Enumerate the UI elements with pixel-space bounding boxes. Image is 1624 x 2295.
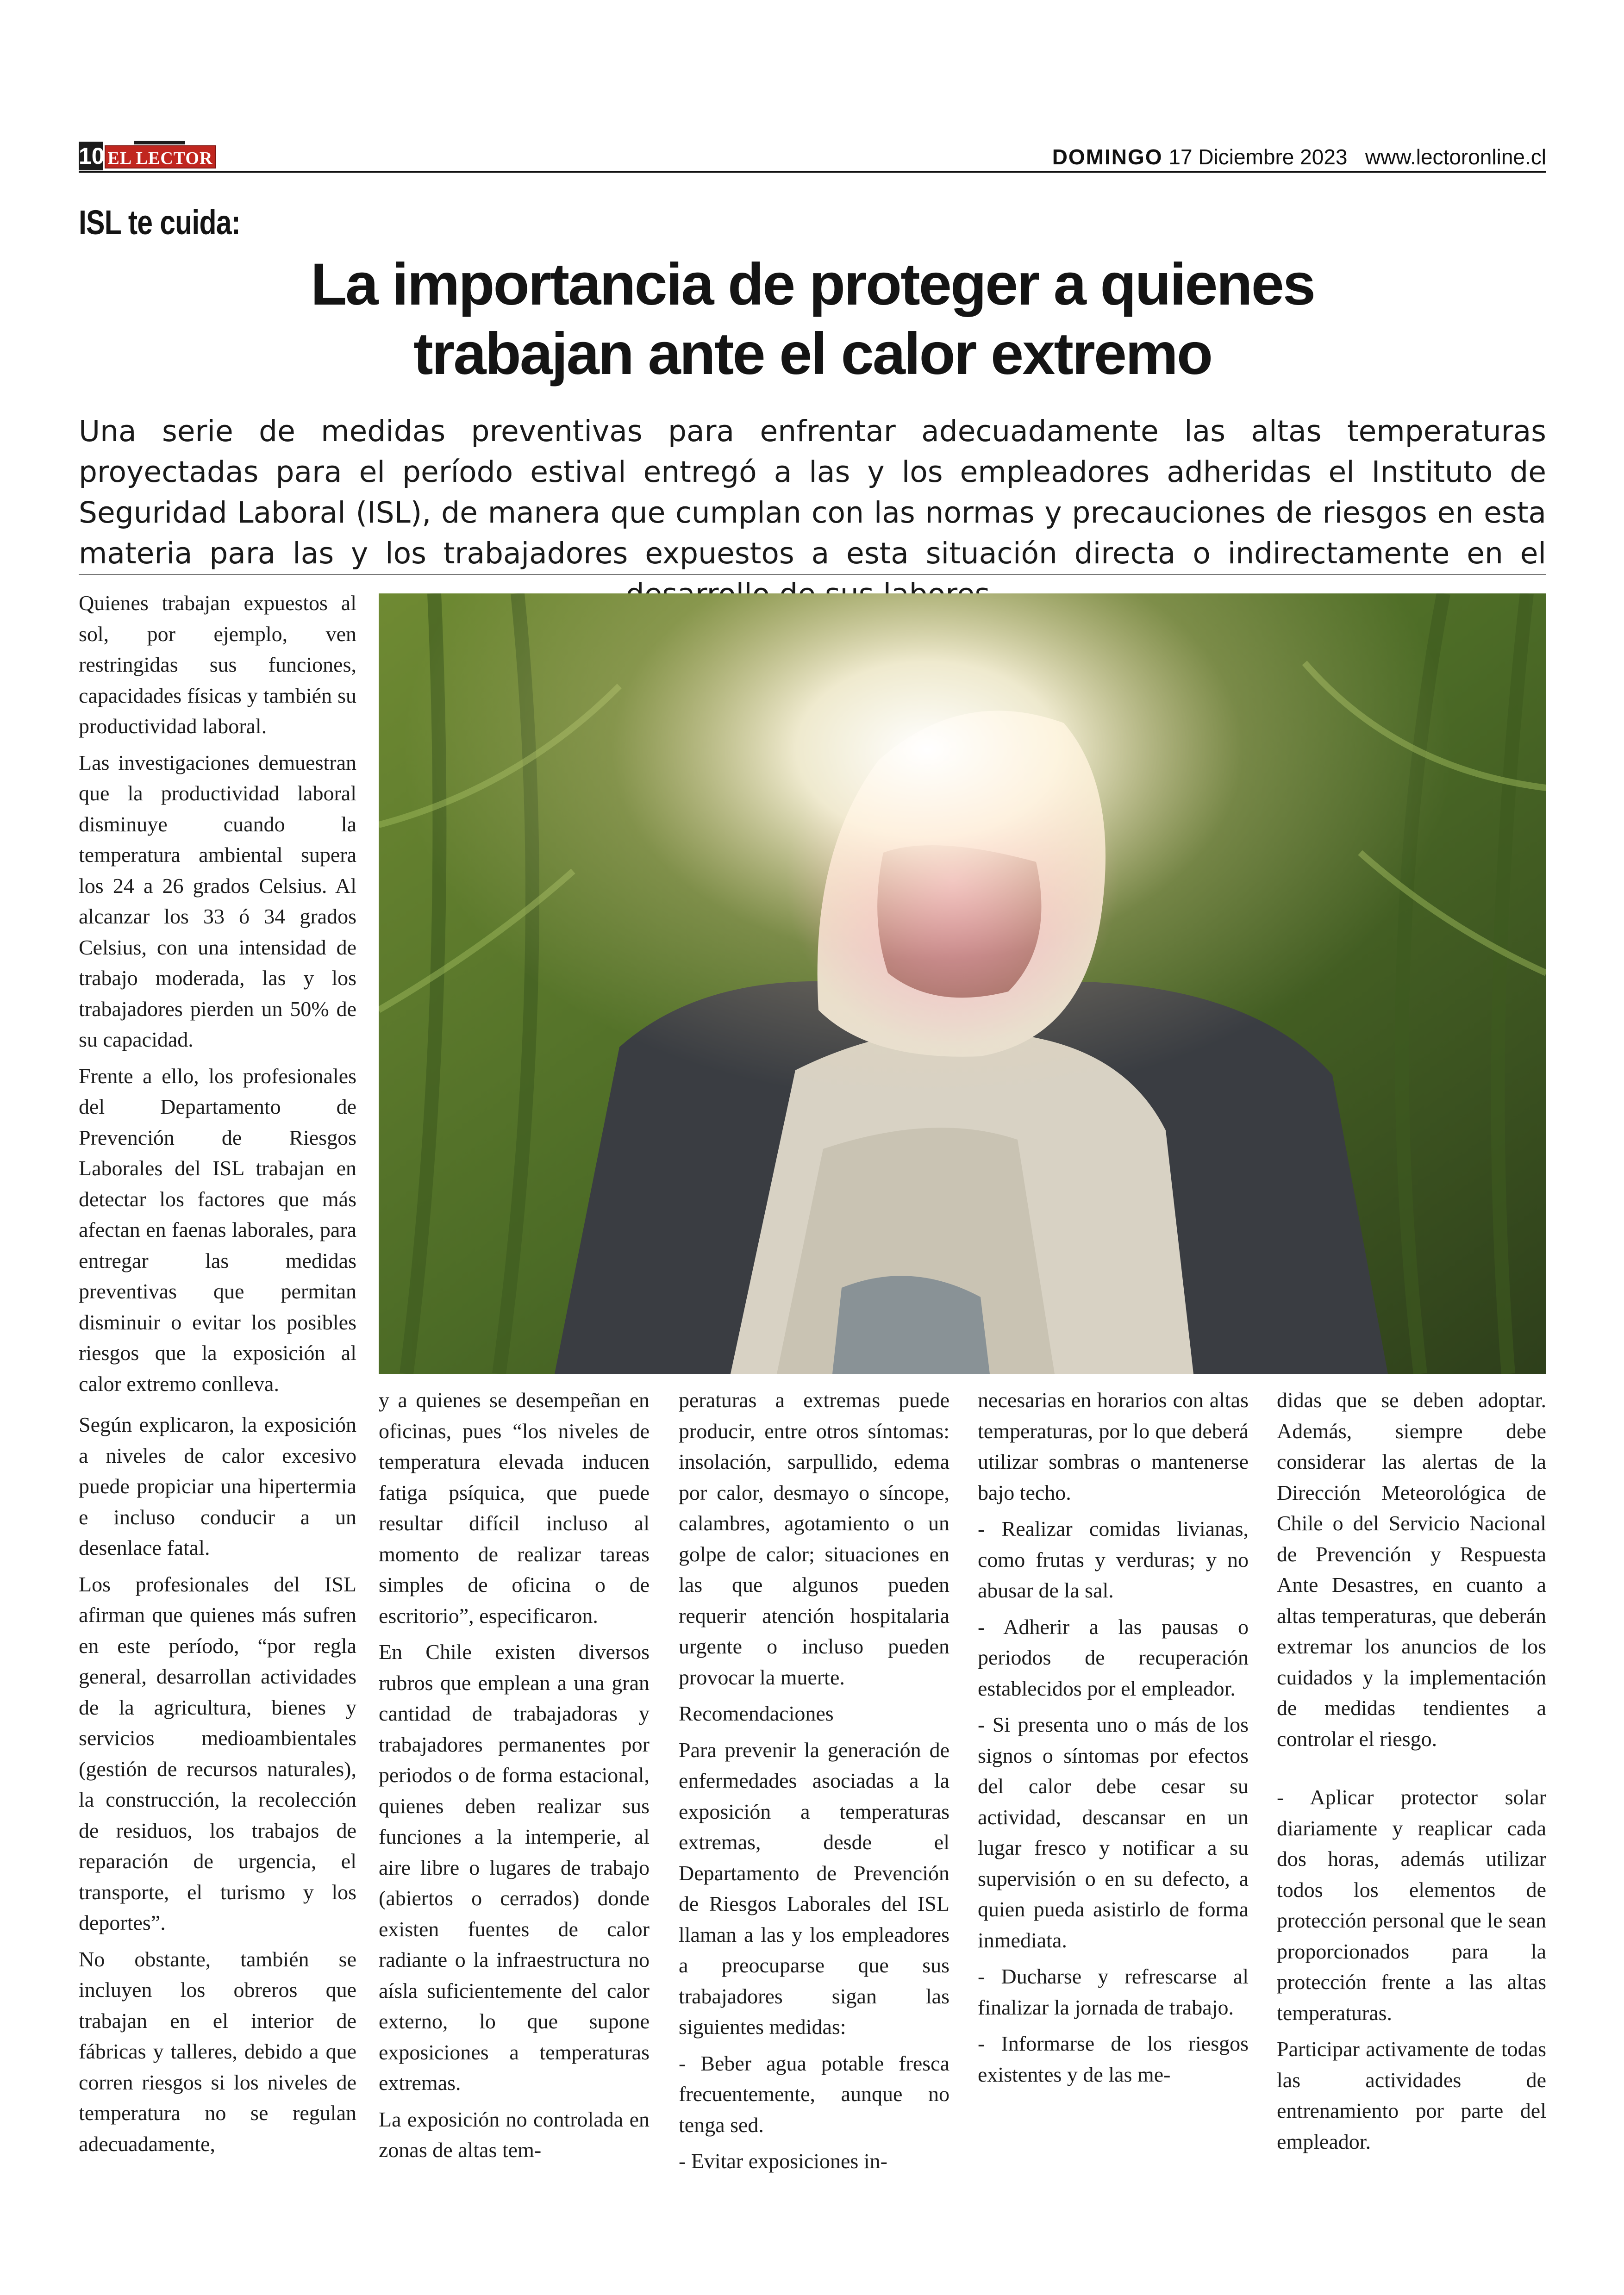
subheading-recomendaciones: Recomendaciones (679, 1702, 834, 1725)
list-item: - Beber agua potable fresca frecuentemente, aunque no tenga sed. (679, 2051, 949, 2137)
paragraph: Las investigaciones demuestran que la productividad laboral disminuye cuando la temperatura ambiental supera los 24 a 26 grados Celsius. Al alcanzar los 33 ó 34 grados Celsius, con una intensidad de trabajo moderada, las y los trabajadores pierden un 50% de su capacidad. (79, 750, 356, 1051)
headline-line-2: trabajan ante el calor extremo (413, 321, 1212, 387)
paragraph: Los profesionales del ISL afirman que quienes más sufren en este período, “por regla general, desarrollan actividades de la agricultura, bienes y servicios medioambientales (gestión de recursos naturales), la construcción, la recolección de residuos, los trabajos de reparación de urgencia, el transporte, el turismo y los deportes”. (79, 1572, 356, 1934)
list-item: - Evitar exposiciones in- (679, 2149, 887, 2173)
column-3 (679, 1385, 949, 2183)
paragraph: Participar activamente de todas las actividades de entrenamiento por parte del empleador. (1277, 2037, 1546, 2153)
column-2 (379, 1385, 650, 2171)
logo-bar (134, 141, 185, 144)
headline (79, 250, 1546, 389)
paragraph: necesarias en horarios con altas temperaturas, por lo que deberá utilizar sombras o mantenerse bajo techo. (978, 1388, 1249, 1504)
worker-photo-illustration (379, 593, 1546, 1374)
paragraph: En Chile existen diversos rubros que emplean a una gran cantidad de trabajadoras y trabajadores permanentes por periodos o de forma estacional, quienes deben realizar sus funciones a la intemperie, al aire libre o lugares de trabajo (abiertos o cerrados) donde existen fuentes de calor radiante o la infraestructura no aísla suficientemente del calor externo, lo que supone exposiciones a temperaturas extremas. (379, 1640, 650, 2095)
list-item: - Ducharse y refrescarse al finalizar la jornada de trabajo. (978, 1964, 1249, 2019)
column-1-bottom (79, 1409, 356, 2165)
column-5 (1277, 1385, 1546, 2163)
dateline-day: DOMINGO (1052, 145, 1163, 169)
list-item: - Si presenta uno o más de los signos o síntomas por efectos del calor debe cesar su actividad, descansar en un lugar fresco y notificar a su supervisión o en su defecto, a quien pueda asistirlo de forma inmediata. (978, 1713, 1249, 1952)
deck-separator (79, 574, 1546, 575)
page-header (79, 142, 1546, 170)
list-item: - Realizar comidas livianas, como frutas y verduras; y no abusar de la sal. (978, 1517, 1249, 1602)
worker-heat-photo (379, 593, 1546, 1374)
list-item: - Informarse de los riesgos existentes y de las me- (978, 2032, 1249, 2086)
article-deck: Una serie de medidas preventivas para enfrentar adecuadamente las altas temperaturas proyectadas para el período estival entregó a las y los empleadores adheridas el Instituto de Seguridad Laboral (ISL), de manera que cumplan con las normas y precauciones de riesgos en esta materia para las y los trabajadores expuestos a esta situación directa o indirectamente en el (79, 414, 1546, 570)
dateline-date: 17 Diciembre 2023 (1168, 145, 1348, 169)
column-1-top (79, 588, 356, 1405)
list-item: - Aplicar protector solar diariamente y reaplicar cada dos horas, además utilizar todos los elementos de protección personal que le sean proporcionados para la protección frente a las altas temperaturas. (1277, 1785, 1546, 2025)
paragraph: y a quienes se desempeñan en oficinas, pues “los niveles de temperatura elevada inducen fatiga psíquica, que puede resultar difícil incluso al momento de realizar tareas simples de oficina o de escritorio”, especificaron. (379, 1388, 650, 1628)
paragraph: Según explicaron, la exposición a niveles de calor excesivo puede propiciar una hipertermia e incluso conducir a un desenlace fatal. (79, 1413, 356, 1559)
paragraph: Quienes trabajan expuestos al sol, por ejemplo, ven restringidas sus funciones, capacidades físicas y también su productividad laboral. (79, 591, 356, 738)
list-item: - Adherir a las pausas o periodos de recuperación establecidos por el empleador. (978, 1615, 1249, 1700)
paragraph: Para prevenir la generación de enfermedades asociadas a la exposición a temperaturas extremas, desde el Departamento de Prevención de Riesgos Laborales del ISL llaman a las y los empleadores a preocuparse que sus trabajadores sigan las siguientes medidas: (679, 1738, 949, 2039)
kicker: ISL te cuida: (79, 203, 241, 242)
dateline (1052, 144, 1546, 169)
header-rule (79, 171, 1546, 173)
paragraph: No obstante, también se incluyen los obreros que trabajan en el interior de fábricas y talleres, debido a que corren riesgos si los niveles de temperatura no se regulan adecuadamente, (79, 1947, 356, 2156)
newspaper-logo: EL LECTOR (105, 145, 216, 168)
paragraph: peraturas a extremas puede producir, entre otros síntomas: insolación, sarpullido, edema por calor, desmayo o síncope, calambres, agotamiento o un golpe de calor; situaciones en las que algunos pueden requerir atención hospitalaria urgente o incluso pueden provocar la muerte. (679, 1388, 949, 1689)
paragraph: La exposición no controlada en zonas de altas tem- (379, 2107, 650, 2162)
page-number: 10 (79, 142, 103, 170)
dateline-website[interactable]: www.lectoronline.cl (1365, 145, 1546, 169)
paragraph: Frente a ello, los profesionales del Departamento de Prevención de Riesgos Laborales del ISL trabajan en detectar los factores que más afectan en faenas laborales, para entregar las medidas preventivas que permitan disminuir o evitar los posibles riesgos que la exposición al calor extremo conlleva. (79, 1064, 356, 1396)
column-4 (978, 1385, 1249, 2095)
headline-line-1: La importancia de proteger a quienes (310, 251, 1315, 318)
paragraph: didas que se deben adoptar. Además, siempre debe considerar las alertas de la Dirección Meteorológica de Chile o del Servicio Nacional de Prevención y Respuesta Ante Desastres, en cuanto a altas temperaturas, que deberán extremar los anuncios de los cuidados y la implementación de medidas tendientes a controlar el riesgo. (1277, 1388, 1546, 1751)
